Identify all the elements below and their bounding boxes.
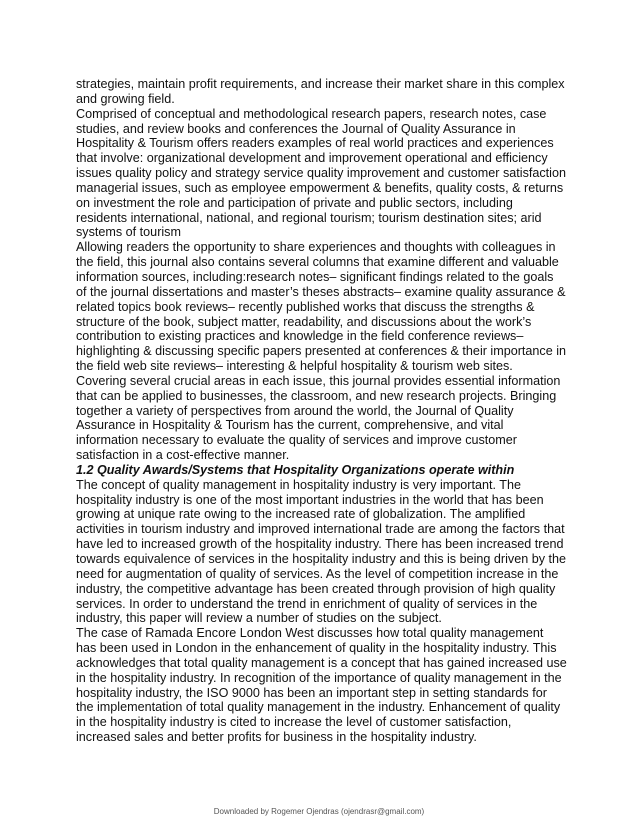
text-line: and growing field. (76, 91, 175, 106)
text-line: towards equivalence of services in the hospitality industry and this is being driven by the (76, 552, 567, 566)
text-line: together a variety of perspectives from around the world, the Journal of Quality (76, 403, 514, 418)
text-line: the implementation of total quality management in the industry. Enhancement of quality (76, 700, 561, 715)
text-line: Hospitality & Tourism offers readers examples of real world practices and experiences (76, 136, 554, 151)
text-line: information necessary to evaluate the quality of services and improve customer (76, 433, 517, 448)
text-line: that can be applied to businesses, the classroom, and new research projects. Bringing (76, 388, 557, 403)
text-line: structure of the book, subject matter, readability, and discussions about the work’s (76, 314, 532, 329)
text-line: Comprised of conceptual and methodological research papers, research notes, case (76, 106, 547, 121)
text-line: contribution to existing practices and knowledge in the field conference reviews– (76, 329, 524, 344)
text-line: strategies, maintain profit requirements, and increase their market share in this complex (76, 77, 565, 91)
text-line: The concept of quality management in hospitality industry is very important. The (76, 477, 521, 492)
text-line: in the hospitality industry is cited to increase the level of customer satisfaction, (76, 715, 512, 730)
text-line: The case of Ramada Encore London West discusses how total quality management (76, 626, 544, 641)
text-line: have led to increased growth of the hospitality industry. There has been increased trend (76, 537, 564, 552)
text-line: highlighting & discussing specific papers presented at conferences & their importance in (76, 344, 567, 359)
text-line: related topics book reviews– recently published works that discuss the strengths & (76, 299, 535, 314)
text-line: increased sales and better profits for business in the hospitality industry. (76, 730, 477, 745)
text-line: of the journal dissertations and master’s theses abstracts– examine quality assurance & (76, 284, 566, 299)
body-text-block-2 (76, 478, 568, 745)
text-line: industry, the competitive advantage has been created through provision of high quality (76, 581, 556, 596)
text-line: hospitality industry, the ISO 9000 has been an important step in setting standards for (76, 685, 547, 700)
text-line: residents international, national, and regional tourism; tourism destination sites; arid (76, 210, 542, 225)
text-line: managerial issues, such as employee empowerment & benefits, quality costs, & returns (76, 180, 564, 195)
document-body (76, 77, 568, 745)
text-line: studies, and review books and conferences the Journal of Quality Assurance in (76, 121, 516, 136)
download-footer: Downloaded by Rogemer Ojendras (ojendrasr@gmail.com) (213, 807, 425, 816)
text-line: need for augmentation of quality of services. As the level of competition increase in the (76, 566, 559, 581)
text-line: Assurance in Hospitality & Tourism has the current, comprehensive, and vital (76, 418, 504, 433)
text-line: the field web site reviews– interesting & helpful hospitality & tourism web sites. (76, 359, 513, 374)
text-line: systems of tourism (76, 225, 181, 240)
text-line: acknowledges that total quality management is a concept that has gained increased use (76, 655, 567, 670)
text-line: Allowing readers the opportunity to share experiences and thoughts with colleagues in (76, 240, 556, 255)
text-line: industry, this paper will review a number of studies on the subject. (76, 611, 442, 626)
text-line: services. In order to understand the trend in enrichment of quality of services in the (76, 596, 538, 611)
text-line: satisfaction in a cost-effective manner. (76, 448, 290, 463)
text-line: that involve: organizational development and improvement operational and efficiency (76, 151, 548, 166)
text-line: hospitality industry is one of the most important industries in the world that has been (76, 492, 544, 507)
text-line: in the hospitality industry. In recognition of the importance of quality management in the (76, 670, 562, 685)
text-line: on investment the role and participation of private and public sectors, including (76, 195, 513, 210)
section-heading: 1.2 Quality Awards/Systems that Hospitality Organizations operate within (76, 462, 515, 477)
text-line: information sources, including:research notes– significant findings related to the goals (76, 269, 554, 284)
text-line: Covering several crucial areas in each issue, this journal provides essential information (76, 373, 561, 388)
text-line: growing at unique rate owing to the increased rate of globalization. The amplified (76, 507, 526, 522)
text-line: activities in tourism industry and improved international trade are among the factors that (76, 522, 565, 537)
body-text-block-1 (76, 77, 568, 463)
text-line: the field, this journal also contains several columns that examine different and valuable (76, 255, 559, 270)
text-line: issues quality policy and strategy service quality improvement and customer satisfaction (76, 166, 566, 181)
text-line: has been used in London in the enhancement of quality in the hospitality industry. This (76, 641, 557, 656)
